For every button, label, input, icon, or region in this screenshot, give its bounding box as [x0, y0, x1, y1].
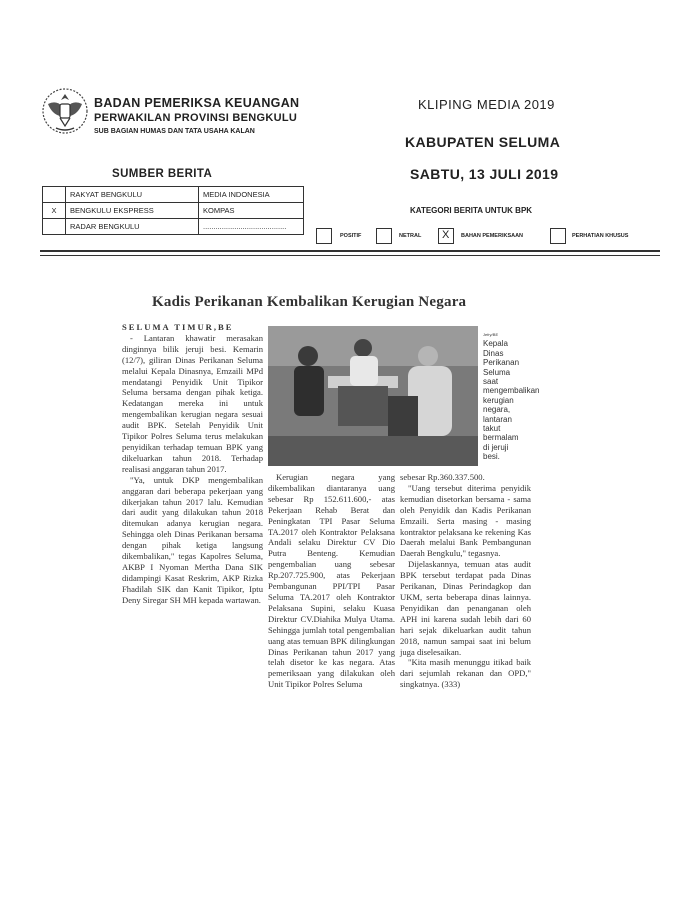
divider — [40, 250, 660, 252]
source-right: KOMPAS — [199, 203, 304, 219]
article-paragraph: - Lantaran khawatir merasakan dinginnya bilik jeruji besi. Kemarin (12/7), giliran Dinas Perikanan Seluma melalui Kepala Dinasnya, Emzaili MPd mendatangi Penyidik Unit Tipikor Seluma bersama dengan pihak ketiga. Kedatangan mereka ini untuk mengembalikan kerugian negara sesuai audit BPK. Setelah Penyidik Unit Tipikor Polres Seluma terus melakukan penyidikan terhadap temuan BPK yang dikeluarkan tahun 2018. Terhadap realisasi anggaran tahun 2017. — [122, 332, 263, 474]
category-checkbox-perhatian-khusus — [550, 228, 566, 244]
article-column-2 — [268, 472, 395, 690]
source-right: MEDIA INDONESIA — [199, 187, 304, 203]
source-row — [43, 203, 304, 219]
article-paragraph: "Kita masih menunggu itikad baik dari sejumlah rekanan dan OPD," singkatnya. (333) — [400, 657, 531, 690]
kliping-title: KLIPING MEDIA 2019 — [418, 97, 555, 112]
source-left: BENGKULU EKSPRESS — [66, 203, 199, 219]
org-name: BADAN PEMERIKSA KEUANGAN — [94, 96, 300, 110]
article-photo — [268, 326, 478, 466]
article-column-1 — [122, 322, 263, 606]
sources-table — [42, 186, 304, 235]
category-label-bahan-pemeriksaan: BAHAN PEMERIKSAAN — [461, 233, 524, 239]
org-subdivision: SUB BAGIAN HUMAS DAN TATA USAHA KALAN — [94, 128, 255, 135]
category-checkbox-bahan-pemeriksaan: X — [438, 228, 454, 244]
category-checkbox-positif — [316, 228, 332, 244]
region-title: KABUPATEN SELUMA — [405, 134, 561, 150]
sources-title: SUMBER BERITA — [112, 168, 213, 180]
article-paragraph: Dijelaskannya, temuan atas audit BPK tersebut terdapat pada Dinas Perikanan, Dinas Perindagkop dan UKM, serta beberapa dinas lainnya. Penyidikan dan penanganan oleh APH ini karena sudah lebih dari 60 hari sejak dikeluarkan audit tahun 2018, namun sampai saat ini belum juga diselesaikan. — [400, 559, 531, 657]
category-label-perhatian-khusus: PERHATIAN KHUSUS — [572, 233, 629, 239]
date-title: SABTU, 13 JULI 2019 — [410, 166, 559, 182]
article-paragraph: "Ya, untuk DKP mengembalikan anggaran dari beberapa pekerjaan yang dikerjakan tahun 2017 lalu. Kemudian dari audit yang dilakukan tahun 2018 ditemukan adanya kerugian negara. Sehingga oleh Dinas Perikanan bersama dengan pihak ketiga langsung dikembalikan," tegas Kapolres Seluma, AKBP I Nyoman Mertha Dana SIK didampingi Kasat Reskrim, AKP Rizka Fhadilah SIK dan Kanit Tipikor, Iptu Deny Siregar SH MH kepada wartawan. — [122, 474, 263, 605]
photo-credit: Jefry/BE — [483, 332, 499, 337]
article-headline: Kadis Perikanan Kembalikan Kerugian Negara — [152, 294, 467, 310]
source-mark — [43, 219, 66, 235]
photo-caption: Kepala Dinas Perikanan Seluma saat mengembalikan kerugian negara, lantaran takut bermalam di jeruji besi. — [483, 339, 540, 462]
category-checkbox-netral — [376, 228, 392, 244]
garuda-emblem-logo — [38, 86, 92, 136]
source-mark — [43, 187, 66, 203]
source-right: ........................................ — [199, 219, 304, 235]
source-left: RADAR BENGKULU — [66, 219, 199, 235]
article-paragraph: Kerugian negara yang dikembalikan diantaranya uang sebesar Rp 152.611.600,- atas Pekerjaan Rehab Berat dan Peningkatan TPI Pasar Seluma TA.2017 oleh Kontraktor Pelaksana Andali selaku Direktur CV Dio Putra Benteng. Kemudian pengembalian uang sebesar Rp.207.725.900, atas Pekerjaan Pembangunan PPI/TPI Pasar Seluma TA.2017 oleh Kontraktor Pelaksana Supini, selaku Kuasa Direktur CV.Diahika Mulya Utama. Sehingga jumlah total pengembalian uang atas temuan BPK dilingkungan Dinas Perikanan tahun 2017 yang telah disetor ke kas negara. Atas pemeriksaan yang dilakukan oleh Unit Tipikor Polres Seluma — [268, 472, 395, 690]
category-label-netral: NETRAL — [399, 233, 422, 239]
article-dateline: SELUMA TIMUR,BE — [122, 322, 234, 332]
source-row — [43, 187, 304, 203]
source-row — [43, 219, 304, 235]
article-paragraph: sebesar Rp.360.337.500. — [400, 472, 485, 482]
org-branch: PERWAKILAN PROVINSI BENGKULU — [94, 112, 298, 124]
category-label-positif: POSITIF — [340, 233, 362, 239]
photo-caption-block — [483, 330, 540, 462]
article-column-3 — [400, 472, 531, 690]
article-paragraph: "Uang tersebut diterima penyidik kemudian disetorkan bersama - sama oleh Penyidik dan Kadis Perikanan Emzaili. Serta masing - masing kontraktor pelaksana ke rekening Kas Daerah melalui Bank Pembangunan Daerah Bengkulu," tegasnya. — [400, 482, 531, 559]
category-title: KATEGORI BERITA UNTUK BPK — [410, 206, 533, 215]
divider — [40, 255, 660, 256]
source-left: RAKYAT BENGKULU — [66, 187, 199, 203]
source-mark: X — [43, 203, 66, 219]
